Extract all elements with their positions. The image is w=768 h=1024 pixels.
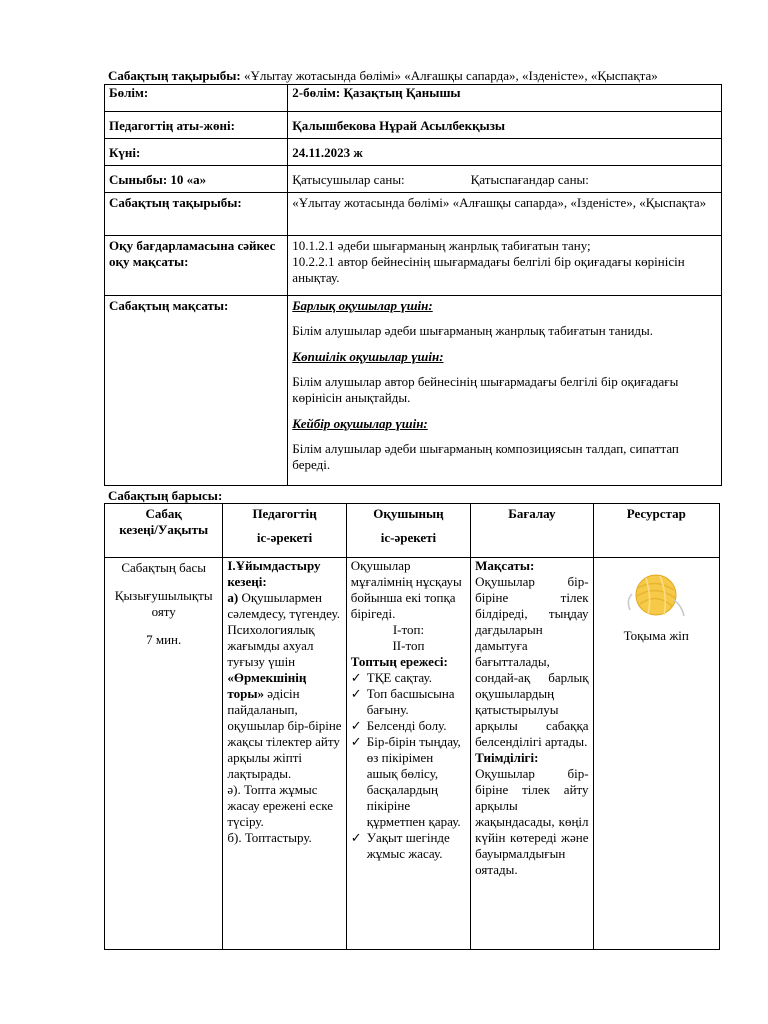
- header-assessment: Бағалау: [471, 504, 593, 558]
- header-student-line2: іс-әрекеті: [380, 530, 437, 545]
- teacher-label: Педагогтің аты-жөні:: [105, 112, 288, 139]
- yarn-ball-image: [598, 558, 715, 624]
- activity-a-mark: а): [227, 590, 239, 605]
- group-rules-list: [351, 670, 466, 862]
- group-rule-item: [351, 670, 466, 686]
- lesson-progress-title: Сабақтың барысы:: [108, 488, 223, 503]
- stage-cell: [105, 558, 223, 950]
- topic-value: «Ұлытау жотасында бөлімі» «Алғашқы сапарда», «Ізденісте», «Қыспақта»: [288, 193, 722, 236]
- activity-a-rest: әдісін пайдаланып, оқушылар бір-біріне жақсы тілектер айту арқылы жіпті лақтырады.: [227, 686, 342, 781]
- group-rule-text: Белсенді болу.: [366, 718, 447, 733]
- goal-most-title: Көпшілік оқушылар үшін:: [292, 349, 444, 364]
- group-rule-text: Топ басшысына бағыну.: [366, 686, 455, 717]
- student-activity-cell: [346, 558, 470, 950]
- row-teacher: [105, 112, 722, 139]
- teacher-activity-c: б). Топтастыру.: [227, 830, 312, 845]
- header-stage-line1: Сабақ: [145, 506, 182, 521]
- student-intro: Оқушылар мұғалімнің нұсқауы бойынша екі топқа бірігеді.: [350, 558, 462, 621]
- checkmark-icon: ✓: [350, 830, 362, 845]
- attendance-cell: [288, 166, 722, 193]
- group-rule-item: [351, 734, 466, 830]
- header-student-line1: Оқушының: [373, 506, 444, 521]
- teacher-activity-b: ә). Топта жұмыс жасау ережені еске түсіру.: [227, 782, 333, 829]
- header-resources: Ресурстар: [593, 504, 719, 558]
- lesson-progress-table: [104, 503, 720, 950]
- stage-time: 7 мин.: [146, 632, 182, 647]
- row-objectives: [105, 236, 722, 296]
- resources-cell: [593, 558, 719, 950]
- group-1: І-топ:: [392, 622, 425, 637]
- absent-count-label: Қатыспағандар саны:: [470, 172, 589, 187]
- resource-caption: Тоқыма жіп: [623, 628, 689, 643]
- group-rule-text: Уақыт шегінде жұмыс жасау.: [366, 830, 450, 861]
- row-section: [105, 85, 722, 112]
- page-title-value: «Ұлытау жотасында бөлімі» «Алғашқы сапарда», «Ізденісте», «Қыспақта»: [240, 68, 658, 83]
- row-topic: [105, 193, 722, 236]
- row-date: [105, 139, 722, 166]
- checkmark-icon: ✓: [350, 734, 362, 749]
- goal-most-text: Білім алушылар автор бейнесінің шығармадағы белгілі бір оқиғадағы көрінісін анықтайды.: [292, 374, 679, 405]
- header-stage: [105, 504, 223, 558]
- goals-value: [288, 296, 722, 486]
- objectives-label: Оқу бағдарламасына сәйкес оқу мақсаты:: [105, 236, 288, 296]
- teacher-value: Қалышбекова Нұрай Асылбекқызы: [288, 112, 722, 139]
- page-title-label: Сабақтың тақырыбы:: [108, 68, 241, 83]
- assessment-cell: [471, 558, 593, 950]
- lesson-table-header: [105, 504, 720, 558]
- topic-label: Сабақтың тақырыбы:: [105, 193, 288, 236]
- section-label: Бөлім:: [105, 85, 288, 112]
- checkmark-icon: ✓: [350, 718, 362, 733]
- teacher-activity-cell: [223, 558, 346, 950]
- row-class: [105, 166, 722, 193]
- group-rule-item: [351, 718, 466, 734]
- checkmark-icon: ✓: [350, 670, 362, 685]
- group-2: ІІ-топ: [392, 638, 425, 653]
- goals-label: Сабақтың мақсаты:: [105, 296, 288, 486]
- goal-all-text: Білім алушылар әдеби шығарманың жанрлық табиғатын таниды.: [292, 323, 654, 338]
- group-rule-item: [351, 686, 466, 718]
- teacher-activity-a: [227, 590, 341, 782]
- goal-all-title: Барлық оқушылар үшін:: [292, 298, 433, 313]
- activity-a-text: Оқушылармен сәлемдесу, түгендеу. Психологиялық жағымды ахуал туғызу үшін: [227, 590, 340, 669]
- goal-some-title: Кейбір оқушылар үшін:: [292, 416, 428, 431]
- assessment-goal-title: Мақсаты:: [475, 558, 535, 573]
- objective-1: 10.1.2.1 әдеби шығарманың жанрлық табиғатын тану;: [292, 238, 591, 253]
- method-name: «Өрмекшінің торы»: [227, 670, 307, 701]
- org-stage-title: І.Ұйымдастыру кезеңі:: [227, 558, 321, 589]
- assessment-effect-title: Тиімділігі:: [475, 750, 539, 765]
- date-value: 24.11.2023 ж: [288, 139, 722, 166]
- stage-name: Сабақтың басы: [121, 560, 207, 575]
- lesson-row-start: [105, 558, 720, 950]
- objective-2: 10.2.2.1 автор бейнесінің шығармадағы белгілі бір оқиғадағы көрінісін анықтау.: [292, 254, 685, 285]
- goal-some-text: Білім алушылар әдеби шығарманың композициясын талдап, сипаттап береді.: [292, 441, 679, 472]
- group-rule-item: [351, 830, 466, 862]
- yarn-ball-icon: [624, 570, 688, 620]
- header-teacher: [223, 504, 346, 558]
- objectives-value: [288, 236, 722, 296]
- present-count-label: Қатысушылар саны:: [292, 172, 405, 187]
- page-title: [108, 68, 728, 84]
- stage-sub: Қызығушылықты ояту: [114, 588, 213, 619]
- checkmark-icon: ✓: [350, 686, 362, 701]
- class-label: Сыныбы: 10 «а»: [105, 166, 288, 193]
- date-label: Күні:: [105, 139, 288, 166]
- lesson-info-table: [104, 84, 722, 486]
- header-teacher-line1: Педагогтің: [252, 506, 317, 521]
- row-goals: [105, 296, 722, 486]
- header-student: [346, 504, 470, 558]
- assessment-effect-text: Оқушылар бір-біріне тілек айту арқылы жақындасады, көңіл күйін көтереді және бауырмалдығын оятады.: [475, 766, 589, 877]
- group-rule-text: ТҚЕ сақтау.: [366, 670, 432, 685]
- group-rules-title: Топтың ережесі:: [350, 654, 448, 669]
- header-teacher-line2: іс-әрекеті: [256, 530, 313, 545]
- assessment-goal-text: Оқушылар бір-біріне тілек білдіреді, тыңдау дағдыларын дамытуға бағытталады, сондай-ақ барлық оқушылардың қатыстырылуы арқылы сабаққа белсенділігі артады.: [475, 574, 589, 749]
- header-stage-line2: кезеңі/Уақыты: [119, 522, 209, 537]
- section-value: 2-бөлім: Қазақтың Қанышы: [288, 85, 722, 112]
- group-rule-text: Бір-бірін тыңдау, өз пікірімен ашық бөлісу, басқалардың пікіріне құрметпен қарау.: [366, 734, 461, 829]
